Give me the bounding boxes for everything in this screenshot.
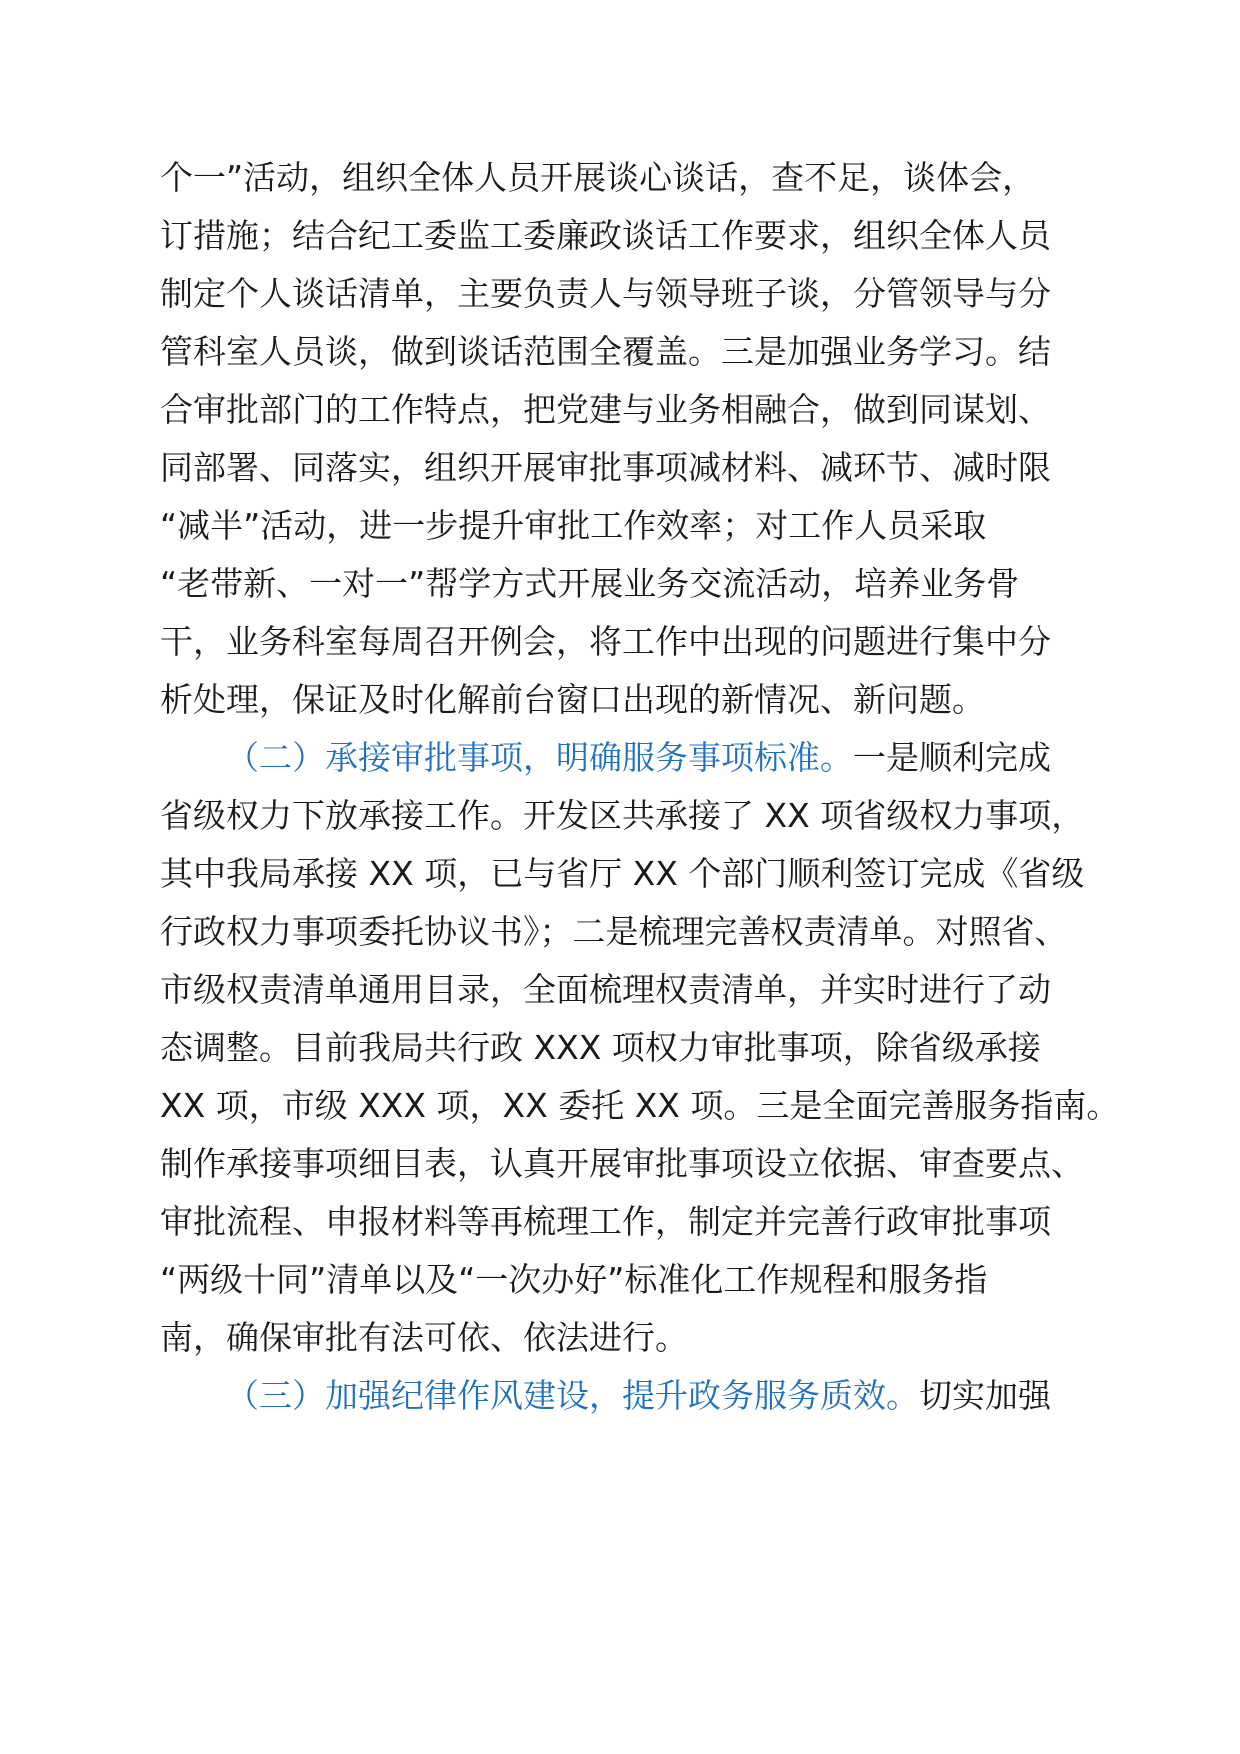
- body-line: “两级十同”清单以及“一次办好”标准化工作规程和服务指: [160, 1260, 988, 1299]
- body-line: 市级权责清单通用目录，全面梳理权责清单，并实时进行了动: [160, 970, 1051, 1009]
- body-line: 同部署、同落实，组织开展审批事项减材料、减环节、减时限: [160, 448, 1051, 487]
- body-line: 南，确保审批有法可依、依法进行。: [160, 1318, 688, 1357]
- section-2-heading: （二）承接审批事项，明确服务事项标准。: [226, 738, 853, 777]
- body-line: 管科室人员谈，做到谈话范围全覆盖。三是加强业务学习。结: [160, 332, 1051, 371]
- body-line: 制定个人谈话清单，主要负责人与领导班子谈，分管领导与分: [160, 274, 1051, 313]
- body-line: 订措施；结合纪工委监工委廉政谈话工作要求，组织全体人员: [160, 216, 1051, 255]
- body-line: 析处理，保证及时化解前台窗口出现的新情况、新问题。: [160, 680, 985, 719]
- section-3-first-line: [226, 1376, 1051, 1416]
- body-line: 干，业务科室每周召开例会，将工作中出现的问题进行集中分: [160, 622, 1051, 661]
- body-line: 审批流程、申报材料等再梳理工作，制定并完善行政审批事项: [160, 1202, 1051, 1241]
- body-line: 省级权力下放承接工作。开发区共承接了 XX 项省级权力事项，: [160, 796, 1085, 835]
- body-line: “减半”活动，进一步提升审批工作效率；对工作人员采取: [160, 506, 987, 545]
- body-line: 制作承接事项细目表，认真开展审批事项设立依据、审查要点、: [160, 1144, 1084, 1183]
- body-line: 个一”活动，组织全体人员开展谈心谈话，查不足，谈体会，: [160, 158, 1036, 197]
- section-3-first-line-rest: 切实加强: [919, 1376, 1051, 1415]
- section-2-first-line: [226, 738, 1051, 778]
- body-line: XX 项，市级 XXX 项，XX 委托 XX 项。三是全面完善服务指南。: [160, 1086, 1120, 1125]
- section-3-heading: （三）加强纪律作风建设，提升政务服务质效。: [226, 1376, 919, 1415]
- body-line: “老带新、一对一”帮学方式开展业务交流活动，培养业务骨: [160, 564, 1020, 603]
- body-line: 行政权力事项委托协议书》；二是梳理完善权责清单。对照省、: [160, 912, 1068, 951]
- body-line: 其中我局承接 XX 项，已与省厅 XX 个部门顺利签订完成《省级: [160, 854, 1085, 893]
- body-line: 态调整。目前我局共行政 XXX 项权力审批事项，除省级承接: [160, 1028, 1041, 1067]
- body-line: 合审批部门的工作特点，把党建与业务相融合，做到同谋划、: [160, 390, 1051, 429]
- section-2-first-line-rest: 一是顺利完成: [853, 738, 1051, 777]
